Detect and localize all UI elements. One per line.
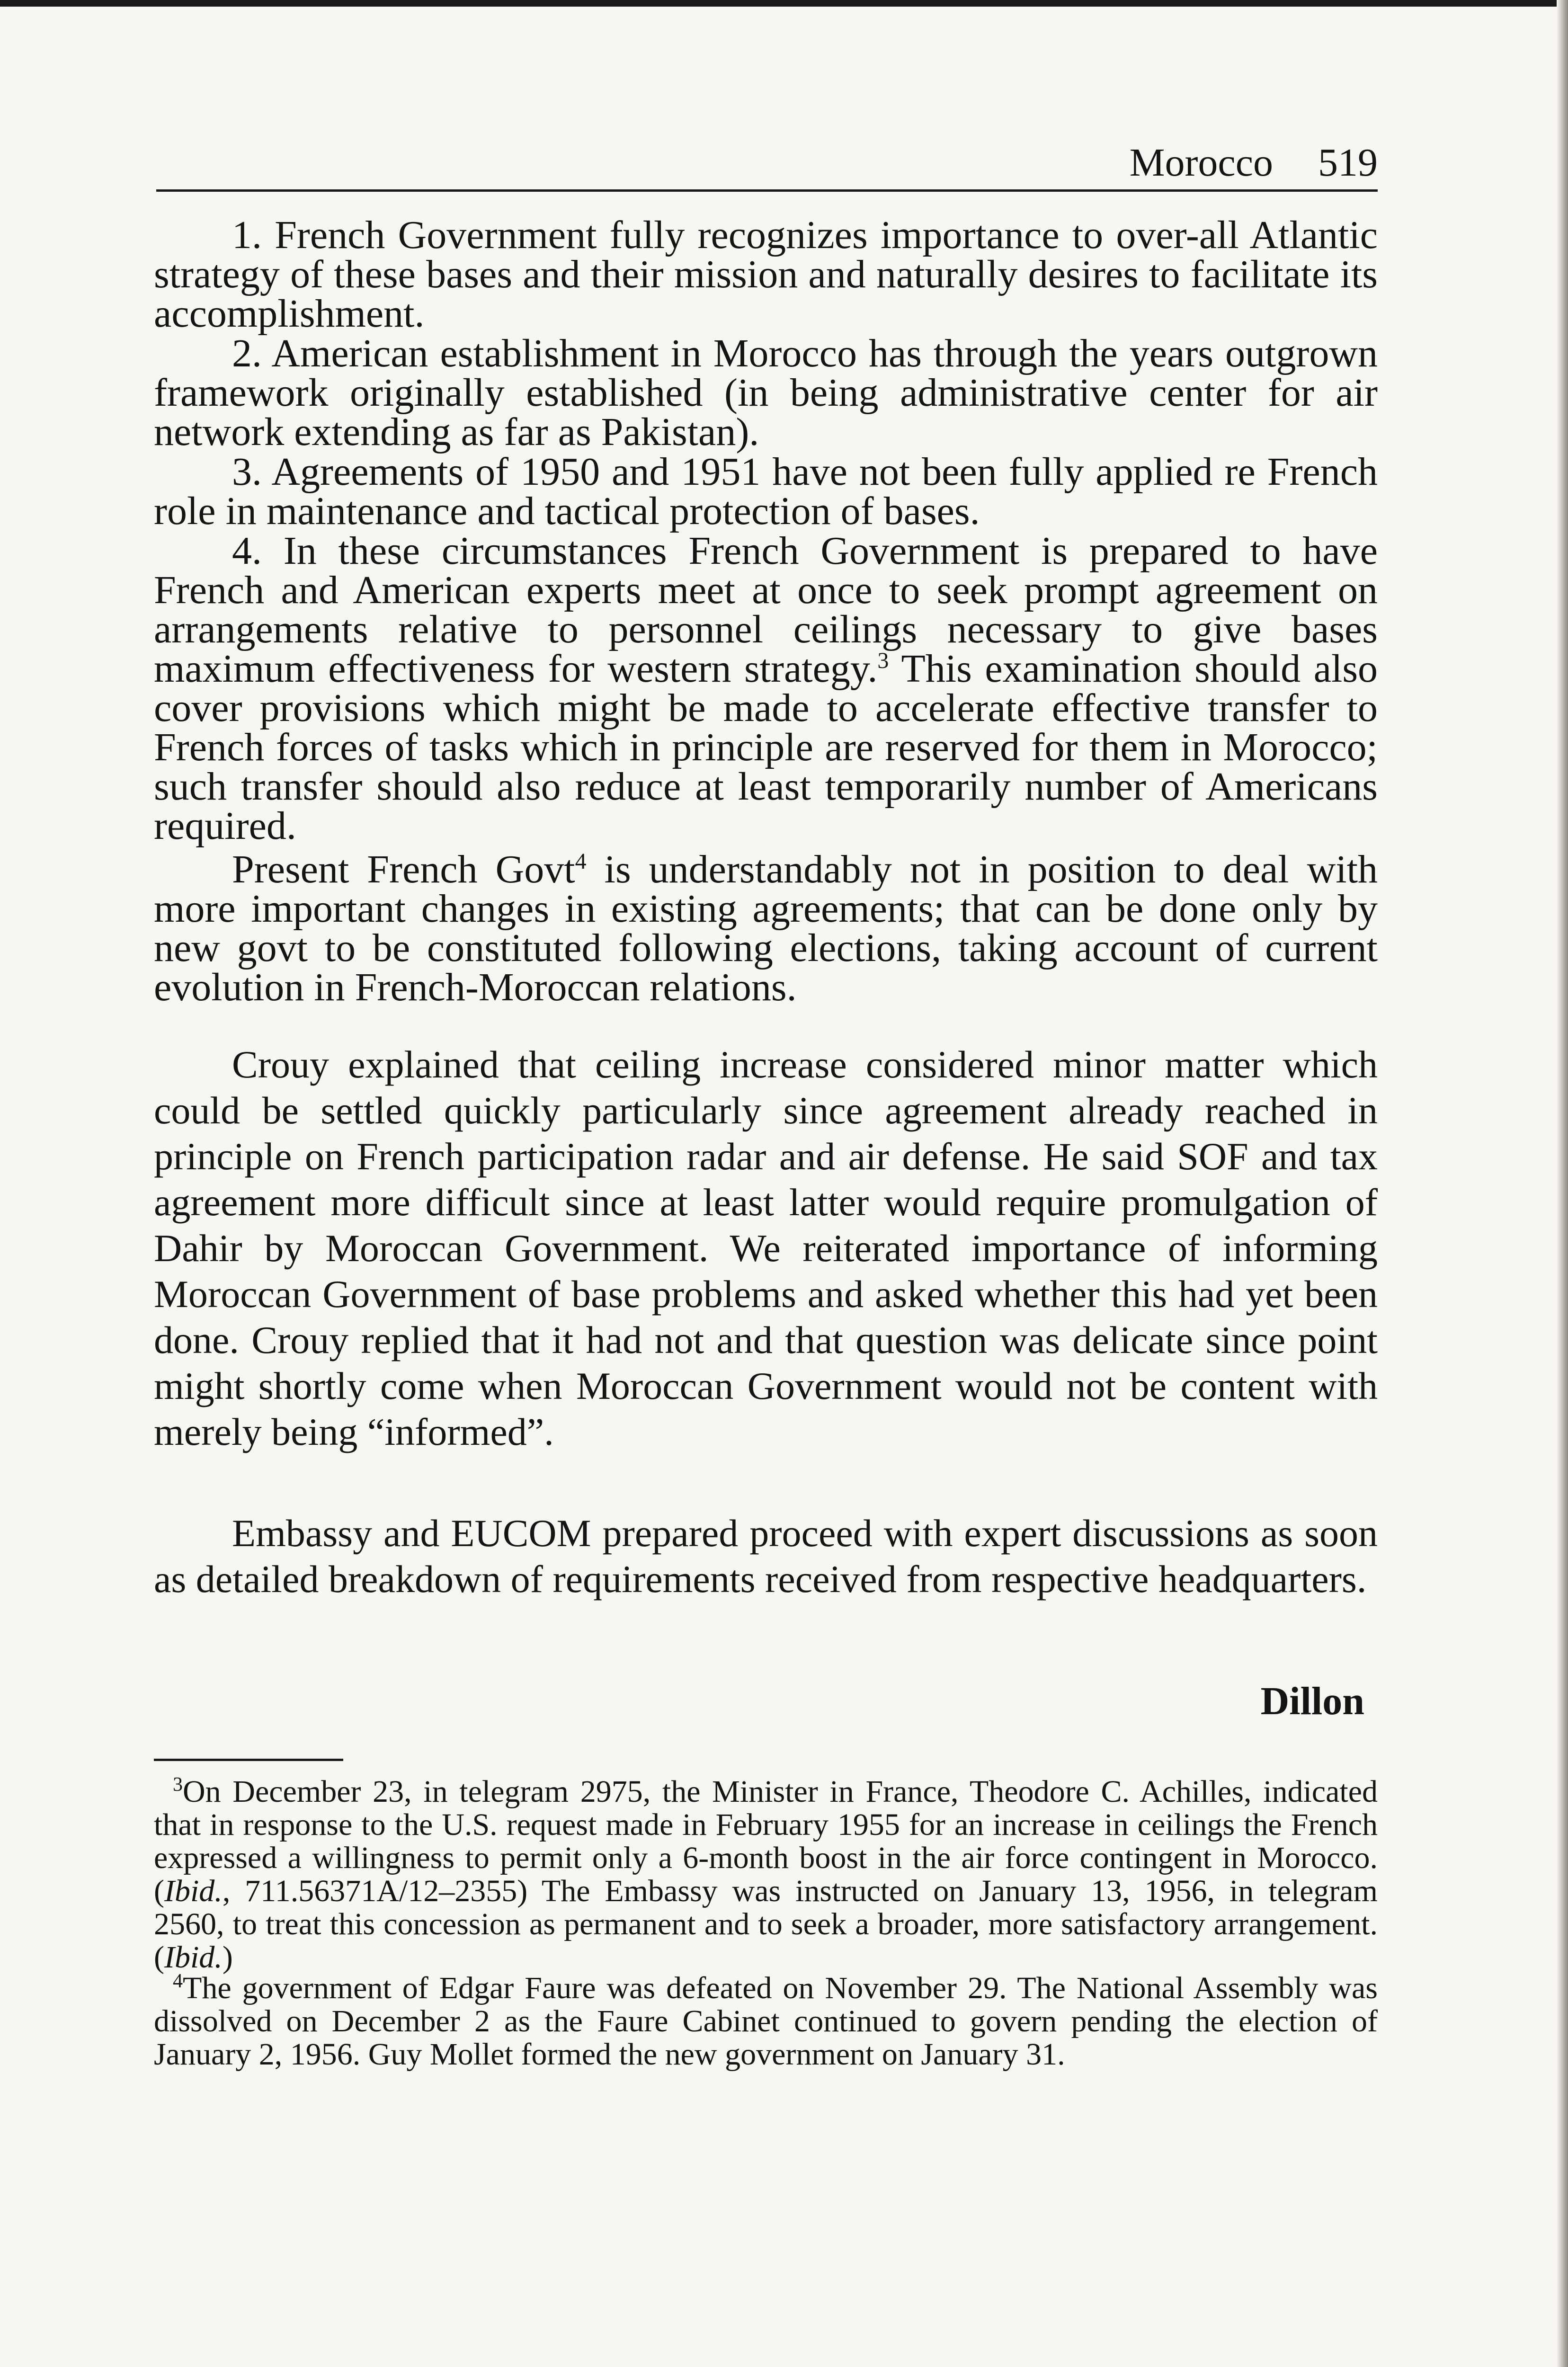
body-paragraph-2: Embassy and EUCOM prepared proceed with expert discussions as soon as detailed breakdown of requirements received from respective headquarters. [154,1512,1378,1601]
footnote-3: $^3$On December 23, in telegram 2975, the Minister in France, Theodore C. Achilles, indicated that in response to the U.S. request made in February 1955 for an increase in ceilings the French expressed a willingness to permit only a 6-month boost in the air force contingent in Morocco. (Ibid., 711.56371A/12–2355) The Embassy was instructed on January 13, 1956, in telegram 2560, to treat this concession as permanent and to seek a broader, more satisfactory arrangement. (Ibid.) [154,1774,1378,1975]
quoted-paragraph-3: 3. Agreements of 1950 and 1951 have not been fully applied re French role in maintenance and tactical protection of bases. [154,450,1378,533]
page-number: 519 [1318,141,1378,185]
quoted-paragraph-4: 4. In these circumstances French Government is prepared to have French and American experts meet at once to seek prompt agreement on arrangements relative to personnel ceilings necessary to give bases maximum effectiveness for western strategy.$^3$ This examination should also cover provisions which might be made to accelerate effective transfer to French forces of tasks which in principle are reserved for them in Morocco; such transfer should also reduce at least temporarily number of Americans required. [154,529,1378,848]
body-paragraph-1: Crouy explained that ceiling increase considered minor matter which could be settled quickly particularly since agreement already reached in principle on French participation radar and air defense. He said SOF and tax agreement more difficult since at least latter would require promulgation of Dahir by Moroccan Government. We reiterated importance of informing Moroccan Government of base problems and asked whether this had yet been done. Crouy replied that it had not and that question was delicate since point might shortly come when Moroccan Government would not be content with merely being “informed”. [154,1043,1378,1453]
quoted-paragraph-1: 1. French Government fully recognizes importance to over-all Atlantic strategy of these bases and their mission and naturally desires to facilitate its accomplishment. [154,213,1378,336]
footnote-rule [154,1759,343,1761]
footnote-4: $^4$The government of Edgar Faure was defeated on November 29. The National Assembly was dissolved on December 2 as the Faure Cabinet continued to govern pending the election of January 2, 1956. Guy Mollet formed the new government on January 31. [154,1970,1378,2072]
page-top-border [0,0,1568,7]
footnote-number: 3 [173,1774,183,1796]
signature: Dillon [1260,1679,1364,1723]
quoted-paragraph-5: Present French Govt$^4$ is understandably not in position to deal with more important changes in existing agreements; that can be done only by new govt to be constituted following elections, taking account of current evolution in French-Moroccan relations. [154,847,1378,1009]
section-title: Morocco [1129,141,1273,185]
footnote-number: 4 [173,1970,183,1992]
running-head [1130,140,1378,186]
quoted-paragraph-2: 2. American establishment in Morocco has through the years outgrown framework originally established (in being administrative center for air network extending as far as Pakistan). [154,331,1378,454]
footnote-ref-4[interactable]: 4 [575,849,587,874]
running-header [156,137,1378,192]
footnote-ref-3[interactable]: 3 [877,648,889,673]
page-edge-shadow [1557,0,1568,2367]
